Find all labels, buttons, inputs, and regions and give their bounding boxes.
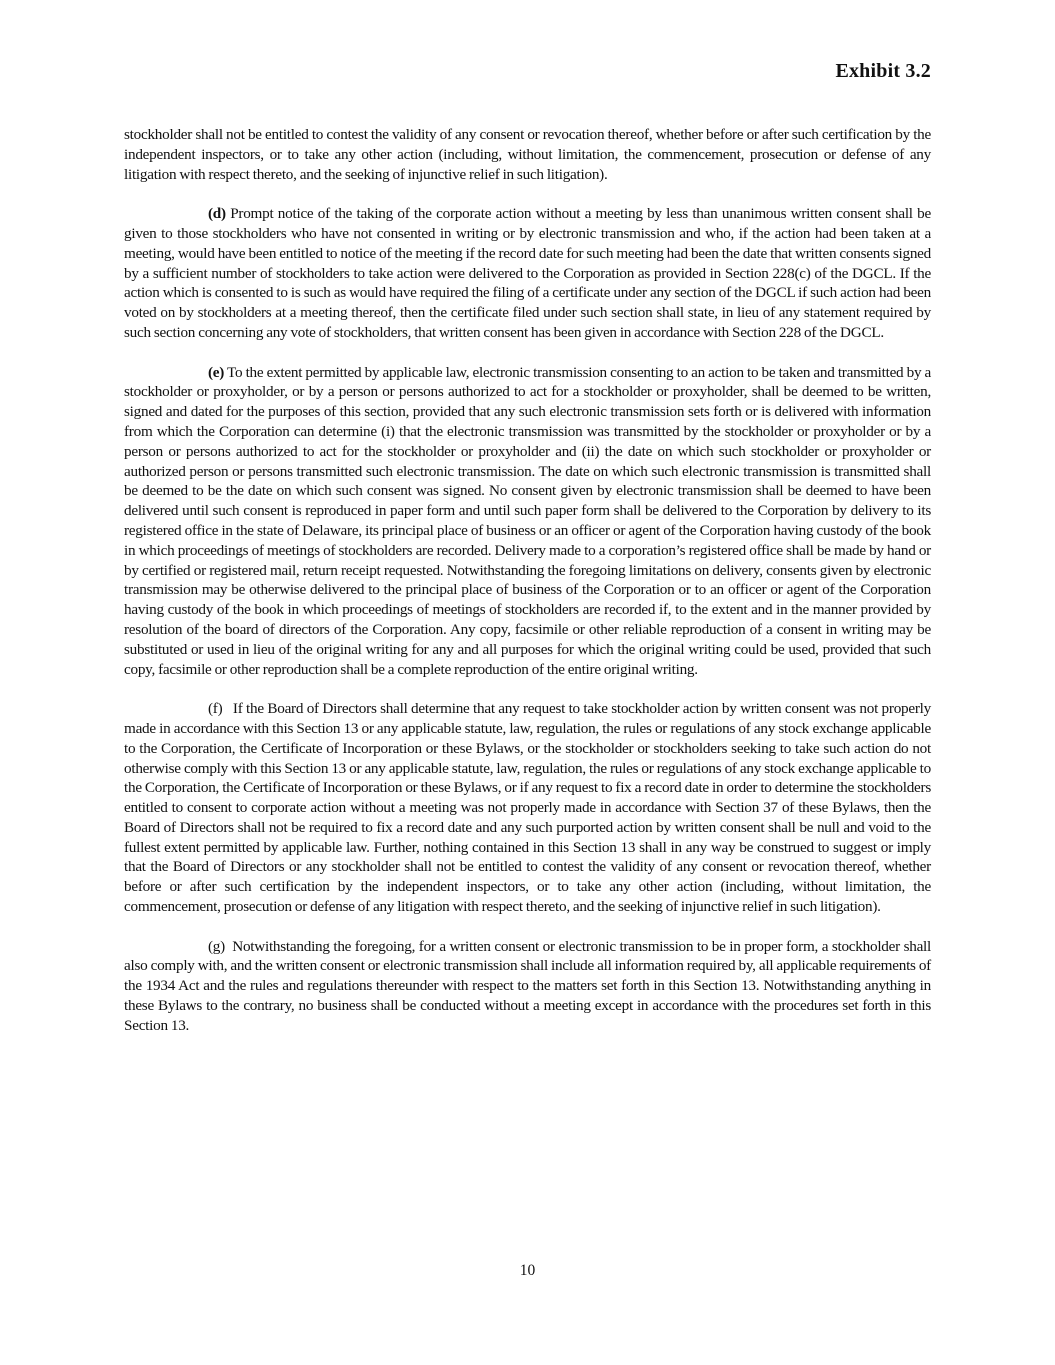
paragraph-text: (f) If the Board of Directors shall determine that any request to take stockholder action by written consent was not properly made in accordance with this Section 13 or any applicable statute, law, regulation, the rules or regulations of any stock exchange applicable to the Corporation, the Certificate of Incorporation or these Bylaws, or the stockholder or stockholders seeking to take such action do not otherwise comply with this Section 13 or any applicable statute, law, regulation, the rules or regulations of any stock exchange applicable to the Corporation, the Certificate of Incorporation or these Bylaws, or if any request to fix a record date in order to determine the stockholders entitled to consent to corporate action without a meeting was not properly made in accordance with Section 37 of these Bylaws, then the Board of Directors shall not be required to fix a record date and any such purported action by written consent shall be null and void to the fullest extent permitted by applicable law. Further, nothing contained in this Section 13 shall in any way be construed to suggest or imply that the Board of Directors or any stockholder shall not be entitled to contest the validity of any consent or revocation thereof, whether before or after such certification by the independent inspectors, or to take any other action (including, without limitation, the commencement, prosecution or defense of any litigation with respect thereto, and the seeking of injunctive relief in such litigation). — [124, 700, 935, 916]
paragraph-label-e: (e) — [208, 363, 225, 381]
paragraph-d — [124, 204, 931, 343]
document-body — [124, 125, 935, 1055]
paragraph-text: (g) Notwithstanding the foregoing, for a written consent or electronic transmission to be in proper form, a stockholder shall also comply with, and the written consent or electronic transmission shall include all information required by, all applicable requirements of the 1934 Act and the rules and regulations thereunder with respect to the matters set forth in this Section 13. Notwithstanding anything in these Bylaws to the contrary, no business shall be conducted without a meeting except in accordance with the procedures set forth in this Section 13. — [124, 937, 935, 1034]
page-number: 10 — [519, 1262, 536, 1279]
exhibit-label: Exhibit 3.2 — [835, 60, 931, 82]
paragraph-f — [124, 699, 935, 917]
paragraph-text: stockholder shall not be entitled to contest the validity of any consent or revocation thereof, whether before or after such certification by the independent inspectors, or to take any other action (including, without limitation, the commencement, prosecution or defense of any litigation with respect thereto, and the seeking of injunctive relief in such litigation). — [124, 126, 931, 183]
paragraph-e — [124, 363, 931, 680]
paragraph-text: Prompt notice of the taking of the corporate action without a meeting by less than unanimous written consent shall be given to those stockholders who have not consented in writing or by electronic transmission and who, if the action had been taken at a meeting, would have been entitled to notice of the meeting if the record date for such meeting had been the date that written consents signed by a sufficient number of stockholders to take action were delivered to the Corporation as provided in Section 228(c) of the DGCL. If the action which is consented to is such as would have required the filing of a certificate under any section of the DGCL if such action had been voted on by stockholders at a meeting thereof, then the certificate filed under such section shall state, in lieu of any statement required by such section concerning any vote of stockholders, that written consent has been given in accordance with Section 228 of the DGCL. — [124, 205, 931, 341]
paragraph-g — [124, 937, 935, 1036]
paragraph-label-d: (d) — [208, 205, 226, 223]
paragraph-continuation — [124, 125, 931, 184]
paragraph-text: To the extent permitted by applicable law, electronic transmission consenting to an action to be taken and transmitted by a stockholder or proxyholder, or by a person or persons authorized to act for a stockholder or proxyholder, shall be deemed to be written, signed and dated for the purposes of this section, provided that any such electronic transmission sets forth or is delivered with information from which the Corporation can determine (i) that the electronic transmission was transmitted by the stockholder or proxyholder or by a person or persons authorized to act for the stockholder or proxyholder and (ii) the date on which such stockholder or proxyholder or authorized person or persons transmitted such electronic transmission. The date on which such electronic transmission is transmitted shall be deemed to be the date on which such consent was signed. No consent given by electronic transmission shall be deemed to have been delivered until such consent is reproduced in paper form and until such paper form shall be delivered to the Corporation by delivery to its registered office in the state of Delaware, its principal place of business or an officer or agent of the Corporation having custody of the book in which proceedings of meetings of stockholders are recorded. Delivery made to a corporation’s registered office shall be made by hand or by certified or registered mail, return receipt requested. Notwithstanding the foregoing limitations on delivery, consents given by electronic transmission may be otherwise delivered to the principal place of business of the Corporation or to an officer or agent of the Corporation having custody of the book in which proceedings of meetings of stockholders are recorded if, to the extent and in the manner provided by resolution of the board of directors of the Corporation. Any copy, facsimile or other reliable reproduction of a consent in writing may be substituted or used in lieu of the original writing for any and all purposes for which the original writing could be used, provided that such copy, facsimile or other reproduction shall be a complete reproduction of the entire original writing. — [124, 363, 931, 678]
